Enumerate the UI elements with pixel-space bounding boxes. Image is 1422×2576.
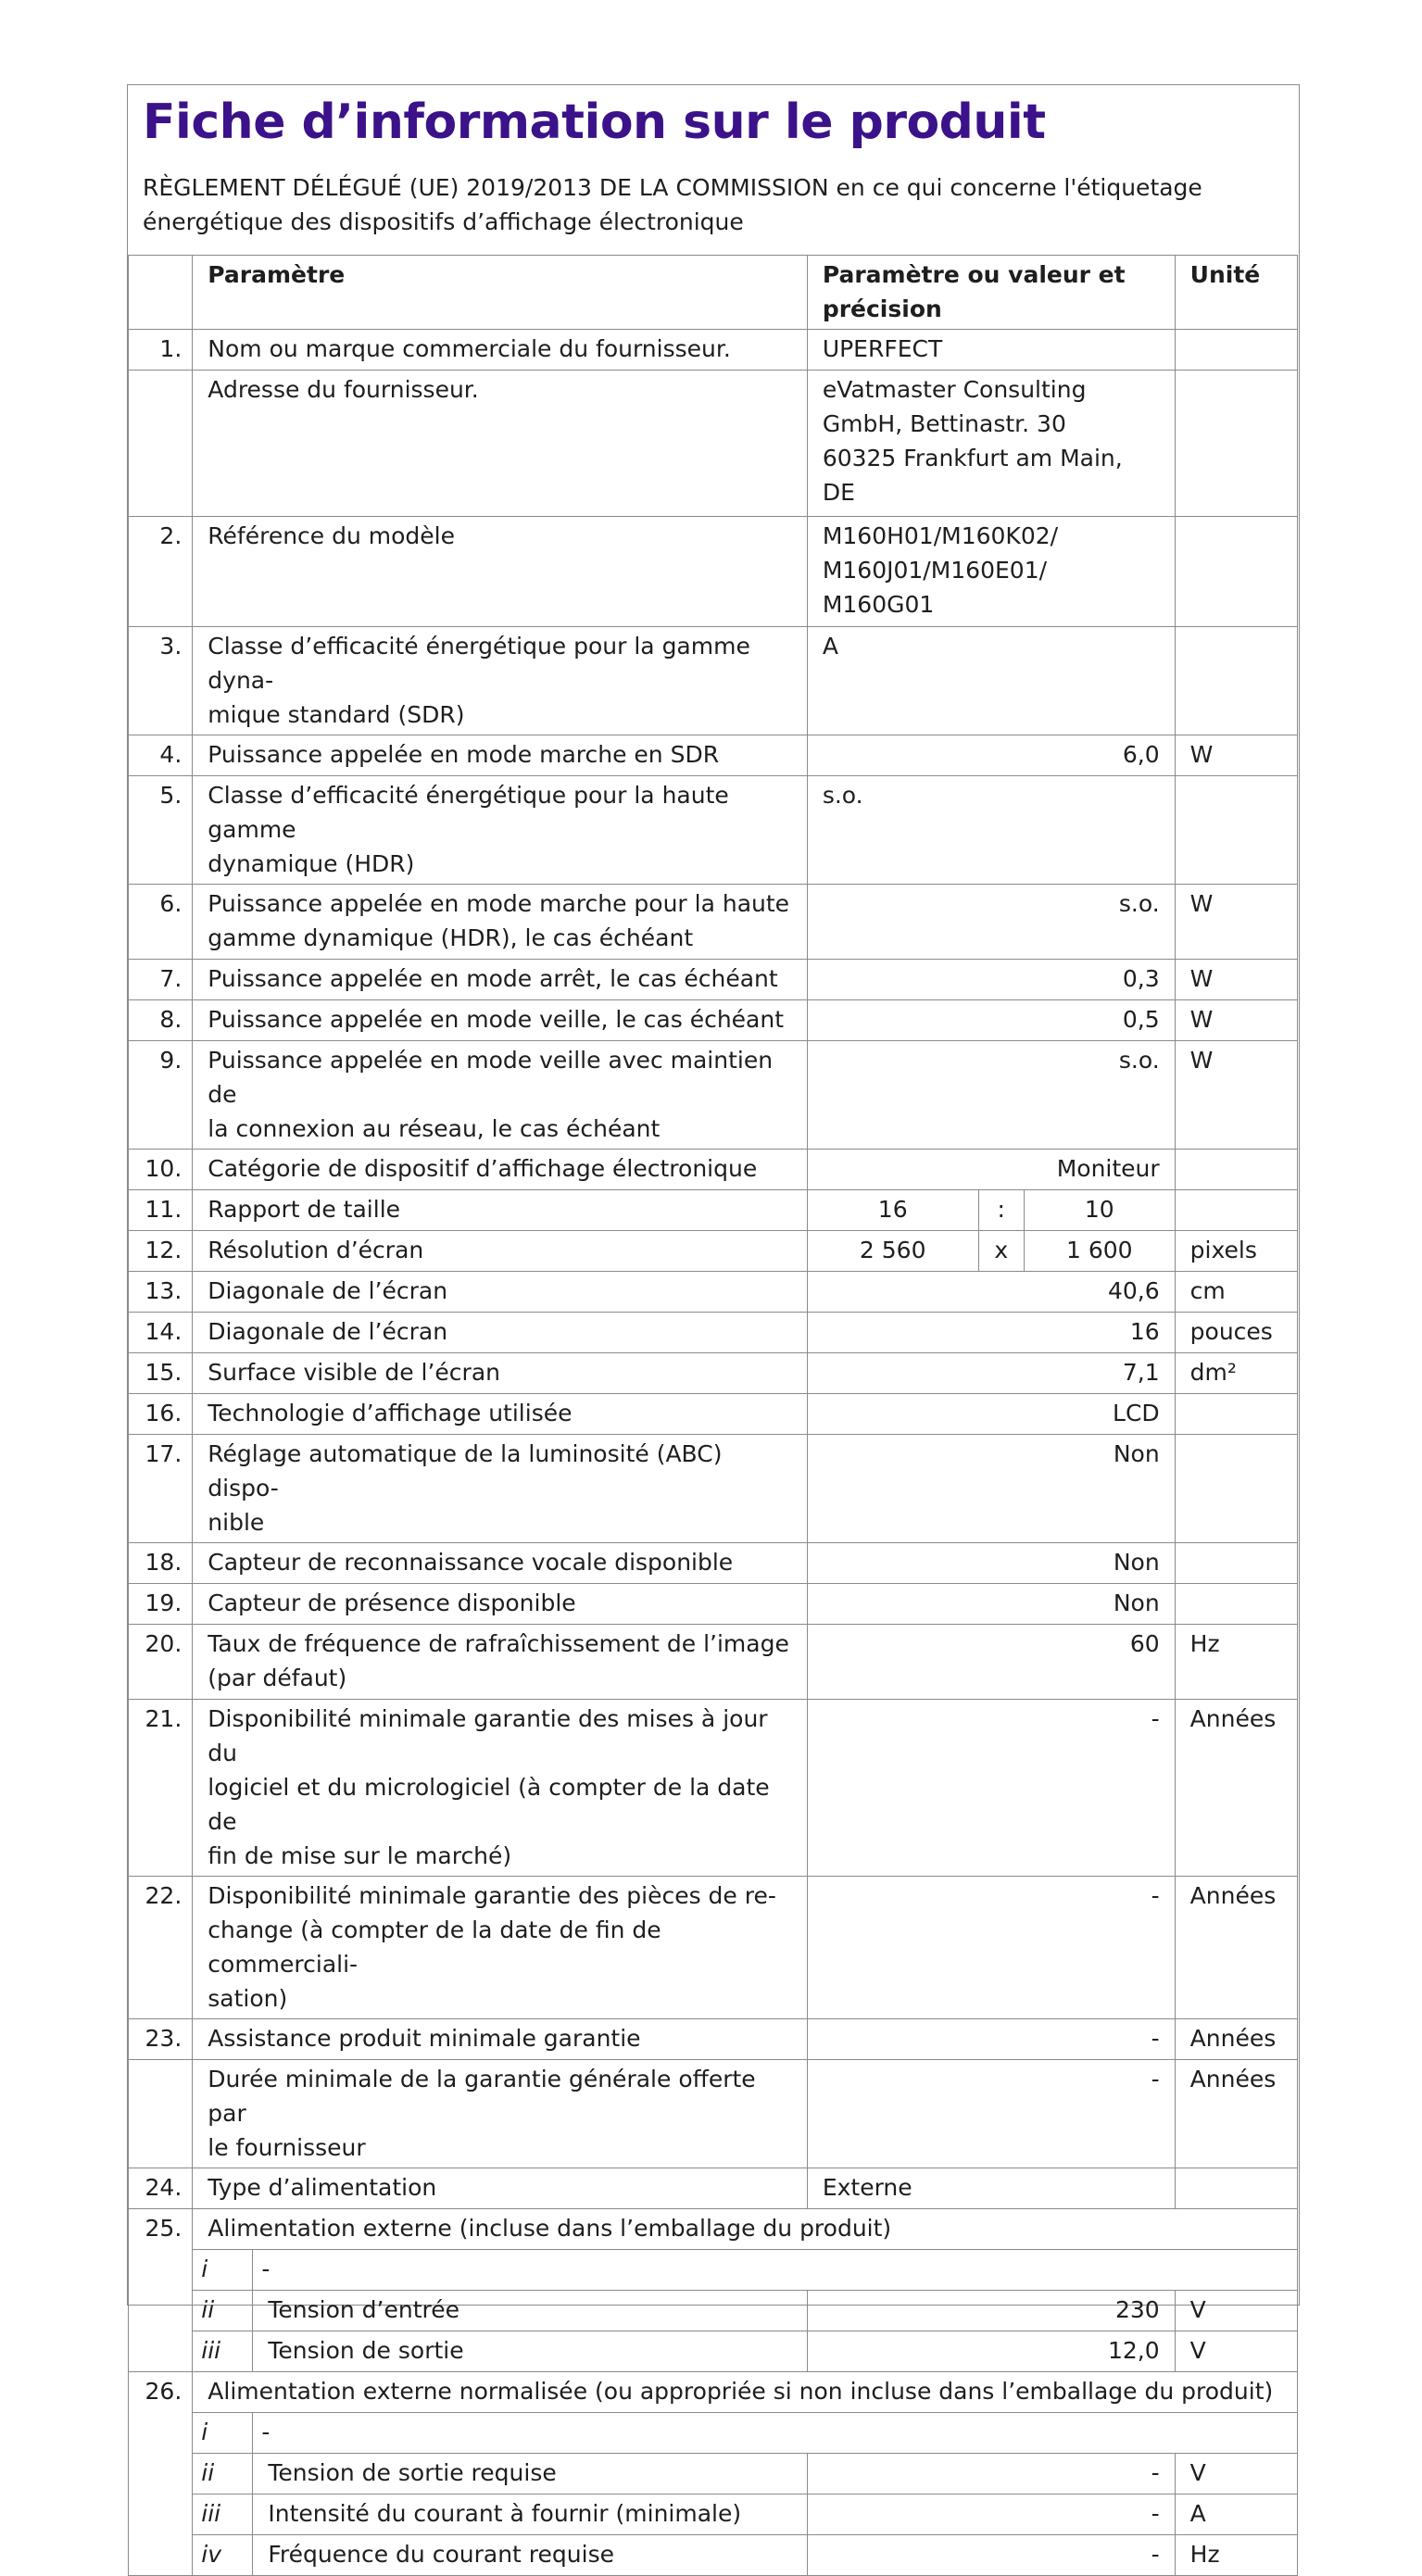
row-value: Non (807, 1543, 1175, 1584)
row-label: Rapport de taille (193, 1190, 808, 1231)
row-value (807, 517, 1175, 627)
row-label (193, 2060, 808, 2168)
subrow-unit: V (1175, 2331, 1297, 2372)
row-number: 24. (129, 2168, 193, 2209)
subrow-number: ii (193, 2291, 253, 2331)
row-value: 16 (807, 1313, 1175, 1353)
row-label: Diagonale de l’écran (193, 1313, 808, 1353)
subrow-number: i (193, 2413, 253, 2454)
row-unit: W (1175, 960, 1297, 1000)
row-number: 9. (129, 1041, 193, 1150)
table-row (129, 735, 1298, 776)
row-value: - (807, 2019, 1175, 2060)
row-unit (1175, 517, 1297, 627)
label-line-2: logiciel et du micrologiciel (à compter de la date de (208, 1774, 770, 1835)
row-unit (1175, 1435, 1297, 1543)
row-unit (1175, 1584, 1297, 1625)
row-number: 20. (129, 1625, 193, 1700)
table-row (129, 1313, 1298, 1353)
table-row (129, 776, 1298, 885)
row-label: Nom ou marque commerciale du fournisseur. (193, 330, 808, 371)
subrow-unit: V (1175, 2291, 1297, 2331)
subrow-label: Tension d’entrée (253, 2291, 807, 2331)
subrow-value: 12,0 (807, 2331, 1175, 2372)
row-label: Capteur de présence disponible (193, 1584, 808, 1625)
table-row (129, 1353, 1298, 1394)
header-unit: Unité (1175, 256, 1297, 330)
row-label (193, 1625, 808, 1700)
table-row (129, 1700, 1298, 1877)
model-line-2: M160J01/M160E01/ (822, 557, 1048, 584)
row-unit: W (1175, 735, 1297, 776)
product-information-sheet (127, 84, 1300, 2568)
address-line-1: eVatmaster Consulting (822, 376, 1087, 403)
row-unit: Années (1175, 2019, 1297, 2060)
row-number (129, 2060, 193, 2168)
subrow-label: - (253, 2250, 1298, 2291)
row-value: - (807, 2060, 1175, 2168)
row-label: Surface visible de l’écran (193, 1353, 808, 1394)
row-label: Puissance appelée en mode marche en SDR (193, 735, 808, 776)
row-label: Type d’alimentation (193, 2168, 808, 2209)
header-value (807, 256, 1175, 330)
row-value: s.o. (807, 885, 1175, 960)
label-line-1: Puissance appelée en mode marche pour la haute (208, 890, 790, 917)
row-label: Technologie d’affichage utilisée (193, 1394, 808, 1435)
row-number: 4. (129, 735, 193, 776)
row-number: 8. (129, 1000, 193, 1041)
row-value: A (807, 627, 1175, 735)
row-value: - (807, 1877, 1175, 2019)
subrow-label: - (253, 2413, 1298, 2454)
regulation-line-1: RÈGLEMENT DÉLÉGUÉ (UE) 2019/2013 DE LA COMMISSION en ce qui concerne l'étiquetage (143, 174, 1202, 201)
aspect-ratio-separator: : (978, 1190, 1024, 1231)
row-number: 17. (129, 1435, 193, 1543)
table-subrow (129, 2454, 1298, 2494)
row-number: 14. (129, 1313, 193, 1353)
row-unit: Années (1175, 1700, 1297, 1877)
row-value: s.o. (807, 1041, 1175, 1150)
table-row (129, 2372, 1298, 2413)
row-number: 23. (129, 2019, 193, 2060)
resolution-width: 2 560 (807, 1231, 978, 1272)
label-line-1: Puissance appelée en mode veille avec maintien de (208, 1047, 774, 1108)
row-unit: dm² (1175, 1353, 1297, 1394)
header-number-cell (129, 256, 193, 330)
subrow-label: Fréquence du courant requise (253, 2535, 807, 2576)
label-line-1: Durée minimale de la garantie générale offerte par (208, 2066, 756, 2127)
subrow-label: Intensité du courant à fournir (minimale) (253, 2494, 807, 2535)
table-row (129, 1543, 1298, 1584)
row-unit (1175, 1150, 1297, 1190)
table-row (129, 330, 1298, 371)
row-value: - (807, 1700, 1175, 1877)
subrow-number: iv (193, 2535, 253, 2576)
row-number: 10. (129, 1150, 193, 1190)
parameters-table (128, 255, 1298, 2576)
row-number (129, 371, 193, 517)
row-label (193, 1041, 808, 1150)
row-number: 11. (129, 1190, 193, 1231)
row-label (193, 776, 808, 885)
row-number: 5. (129, 776, 193, 885)
address-line-3: 60325 Frankfurt am Main, (822, 445, 1123, 471)
table-row (129, 1190, 1298, 1231)
row-unit: W (1175, 1000, 1297, 1041)
table-row (129, 517, 1298, 627)
row-unit: Années (1175, 1877, 1297, 2019)
row-label: Catégorie de dispositif d’affichage électronique (193, 1150, 808, 1190)
subrow-unit: Hz (1175, 2535, 1297, 2576)
row-number: 13. (129, 1272, 193, 1313)
aspect-ratio-width: 16 (807, 1190, 978, 1231)
subrow-value: 230 (807, 2291, 1175, 2331)
row-number: 21. (129, 1700, 193, 1877)
subrow-unit: A (1175, 2494, 1297, 2535)
row-number: 16. (129, 1394, 193, 1435)
subrow-unit: V (1175, 2454, 1297, 2494)
table-header-row (129, 256, 1298, 330)
row-value: LCD (807, 1394, 1175, 1435)
row-unit: pouces (1175, 1313, 1297, 1353)
label-line-2: mique standard (SDR) (208, 701, 465, 728)
page-title: Fiche d’information sur le produit (143, 94, 1046, 150)
row-number: 1. (129, 330, 193, 371)
row-value: 6,0 (807, 735, 1175, 776)
row-unit (1175, 1190, 1297, 1231)
subrow-value: - (807, 2535, 1175, 2576)
label-line-2: (par défaut) (208, 1665, 347, 1691)
table-subrow (129, 2331, 1298, 2372)
row-number: 12. (129, 1231, 193, 1272)
label-line-2: nible (208, 1509, 265, 1536)
label-line-2: le fournisseur (208, 2134, 366, 2161)
row-label: Assistance produit minimale garantie (193, 2019, 808, 2060)
row-value: 0,3 (807, 960, 1175, 1000)
table-row (129, 1041, 1298, 1150)
table-row (129, 1150, 1298, 1190)
subrow-value: - (807, 2454, 1175, 2494)
row-label: Puissance appelée en mode veille, le cas échéant (193, 1000, 808, 1041)
table-row (129, 2060, 1298, 2168)
row-value: UPERFECT (807, 330, 1175, 371)
address-line-4: DE (822, 479, 855, 506)
row-unit: pixels (1175, 1231, 1297, 1272)
table-row (129, 1625, 1298, 1700)
model-line-1: M160H01/M160K02/ (822, 522, 1059, 549)
table-row (129, 1435, 1298, 1543)
row-unit (1175, 2168, 1297, 2209)
table-row (129, 1000, 1298, 1041)
row-label: Alimentation externe normalisée (ou appropriée si non incluse dans l’emballage du produit) (193, 2372, 1298, 2413)
row-number: 25. (129, 2209, 193, 2372)
label-line-3: sation) (208, 1985, 288, 2012)
row-value: Non (807, 1584, 1175, 1625)
row-number: 2. (129, 517, 193, 627)
row-label (193, 627, 808, 735)
row-unit: Hz (1175, 1625, 1297, 1700)
table-subrow (129, 2250, 1298, 2291)
model-line-3: M160G01 (822, 591, 935, 618)
row-number: 3. (129, 627, 193, 735)
table-row (129, 371, 1298, 517)
row-label: Référence du modèle (193, 517, 808, 627)
row-unit (1175, 330, 1297, 371)
table-row (129, 2209, 1298, 2250)
table-subrow (129, 2494, 1298, 2535)
subrow-number: iii (193, 2331, 253, 2372)
row-unit (1175, 1543, 1297, 1584)
row-label: Puissance appelée en mode arrêt, le cas échéant (193, 960, 808, 1000)
aspect-ratio-height: 10 (1024, 1190, 1175, 1231)
row-label: Adresse du fournisseur. (193, 371, 808, 517)
row-value: Externe (807, 2168, 1175, 2209)
row-unit (1175, 776, 1297, 885)
subrow-value: - (807, 2494, 1175, 2535)
label-line-1: Disponibilité minimale garantie des pièces de re- (208, 1882, 776, 1909)
row-value: Non (807, 1435, 1175, 1543)
row-label: Alimentation externe (incluse dans l’emballage du produit) (193, 2209, 1298, 2250)
row-unit: W (1175, 1041, 1297, 1150)
row-label: Résolution d’écran (193, 1231, 808, 1272)
regulation-line-2: énergétique des dispositifs d’affichage électronique (143, 208, 744, 235)
row-value (807, 371, 1175, 517)
table-subrow (129, 2291, 1298, 2331)
label-line-1: Disponibilité minimale garantie des mises à jour du (208, 1705, 768, 1766)
subrow-number: i (193, 2250, 253, 2291)
table-subrow (129, 2413, 1298, 2454)
row-number: 6. (129, 885, 193, 960)
row-label (193, 1877, 808, 2019)
table-row (129, 1231, 1298, 1272)
row-number: 22. (129, 1877, 193, 2019)
row-unit (1175, 1394, 1297, 1435)
header-parameter: Paramètre (193, 256, 808, 330)
row-value: 60 (807, 1625, 1175, 1700)
table-row (129, 885, 1298, 960)
label-line-1: Taux de fréquence de rafraîchissement de l’image (208, 1630, 789, 1657)
subrow-label: Tension de sortie requise (253, 2454, 807, 2494)
table-subrow (129, 2535, 1298, 2576)
label-line-1: Réglage automatique de la luminosité (ABC) dispo- (208, 1440, 723, 1502)
label-line-1: Classe d’efficacité énergétique pour la gamme dyna- (208, 633, 750, 694)
label-line-2: dynamique (HDR) (208, 850, 415, 877)
row-label (193, 1435, 808, 1543)
row-unit: W (1175, 885, 1297, 960)
row-number: 15. (129, 1353, 193, 1394)
table-row (129, 960, 1298, 1000)
header-value-line-2: précision (822, 295, 942, 322)
header-value-line-1: Paramètre ou valeur et (822, 261, 1126, 288)
row-value: Moniteur (807, 1150, 1175, 1190)
table-row (129, 1394, 1298, 1435)
address-line-2: GmbH, Bettinastr. 30 (822, 410, 1066, 437)
row-label (193, 1700, 808, 1877)
row-number: 18. (129, 1543, 193, 1584)
row-label: Diagonale de l’écran (193, 1272, 808, 1313)
row-unit: Années (1175, 2060, 1297, 2168)
subrow-label: Tension de sortie (253, 2331, 807, 2372)
table-row (129, 1877, 1298, 2019)
table-row (129, 1584, 1298, 1625)
row-unit (1175, 627, 1297, 735)
row-label: Capteur de reconnaissance vocale disponible (193, 1543, 808, 1584)
row-value: 7,1 (807, 1353, 1175, 1394)
row-value: 40,6 (807, 1272, 1175, 1313)
subrow-number: iii (193, 2494, 253, 2535)
table-row (129, 627, 1298, 735)
row-unit (1175, 371, 1297, 517)
row-value: 0,5 (807, 1000, 1175, 1041)
label-line-2: change (à compter de la date de fin de commerciali- (208, 1916, 661, 1978)
table-row (129, 2019, 1298, 2060)
label-line-2: gamme dynamique (HDR), le cas échéant (208, 924, 694, 951)
row-value: s.o. (807, 776, 1175, 885)
label-line-3: fin de mise sur le marché) (208, 1842, 512, 1869)
table-row (129, 1272, 1298, 1313)
resolution-separator: x (978, 1231, 1024, 1272)
label-line-2: la connexion au réseau, le cas échéant (208, 1115, 661, 1142)
regulation-text (143, 170, 1202, 239)
table-row (129, 2168, 1298, 2209)
label-line-1: Classe d’efficacité énergétique pour la haute gamme (208, 782, 729, 843)
row-unit: cm (1175, 1272, 1297, 1313)
subrow-number: ii (193, 2454, 253, 2494)
resolution-height: 1 600 (1024, 1231, 1175, 1272)
row-number: 7. (129, 960, 193, 1000)
row-number: 19. (129, 1584, 193, 1625)
row-label (193, 885, 808, 960)
row-number: 26. (129, 2372, 193, 2576)
